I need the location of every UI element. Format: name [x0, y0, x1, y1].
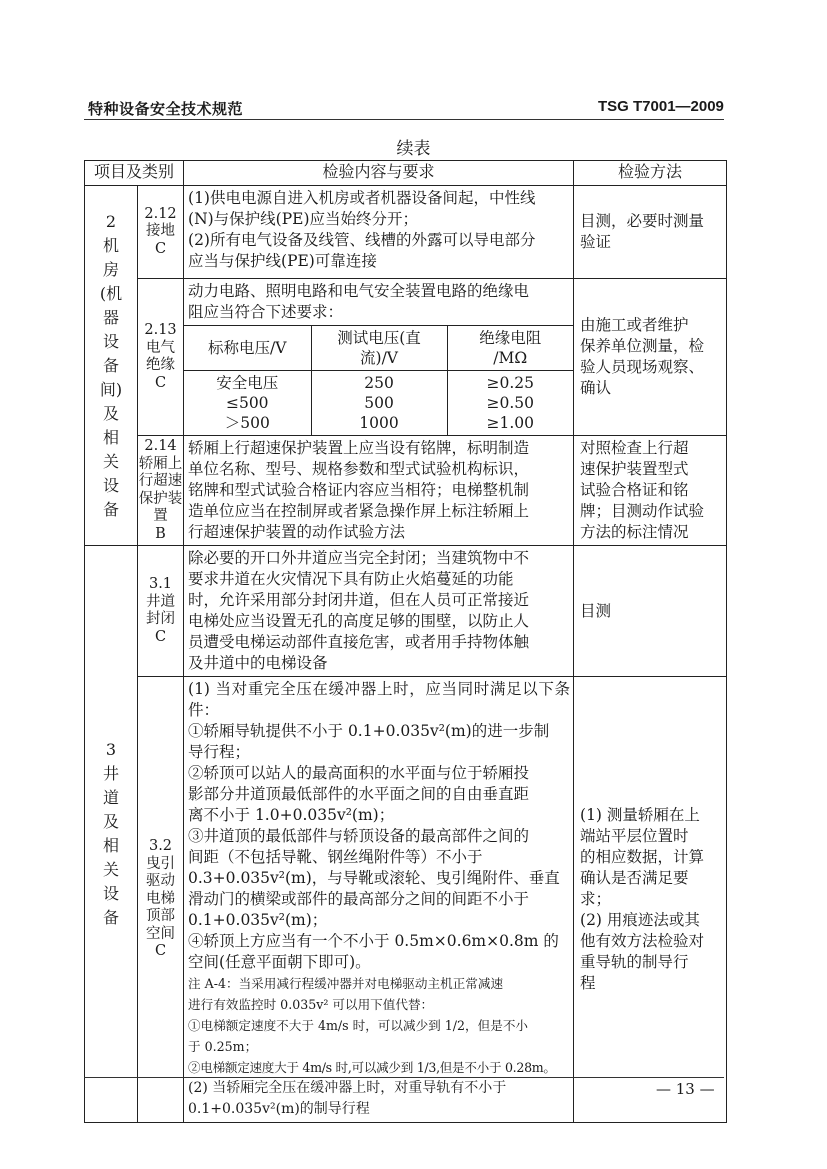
item-line: C: [154, 943, 167, 960]
method-line: 验证: [580, 233, 612, 251]
item-line: 空间: [146, 925, 175, 942]
item-line: 轿厢上: [138, 455, 183, 472]
col-header-method: 检验方法: [574, 161, 727, 186]
content-cell: [184, 677, 574, 1123]
note-line: ①电梯额定速度不大于 4m/s 时，可以减少到 1/2，但是不小: [188, 1018, 529, 1033]
content-line: (1)供电电源自进入机房或者机器设备间起，中性线: [188, 189, 536, 207]
volt-resistance-cell: ≥0.25 ≥0.50 ≥1.00: [447, 371, 573, 436]
content-line: 及井道中的电梯设备: [188, 654, 328, 672]
category-char: 井: [102, 764, 119, 783]
item-line: 3.2: [148, 838, 173, 855]
category-char: 相: [102, 427, 119, 447]
method-cell: [574, 436, 727, 546]
content-line: 轿厢上行超速保护装置上应当设有铭牌，标明制造: [188, 439, 530, 457]
method-line: 的相应数据，计算: [580, 848, 705, 866]
category-char: 备: [102, 499, 119, 519]
category-char: 器: [102, 307, 119, 327]
category-cell: [85, 186, 138, 546]
volt-test-cell: 250 500 1000: [311, 371, 447, 436]
content-line: 铭牌和型式试验合格证内容应当相符；电梯整机制: [188, 481, 530, 499]
content-cell: [184, 436, 574, 546]
inspection-table: [84, 160, 727, 1123]
note-line: 于 0.25m；: [188, 1039, 258, 1054]
method-line: 目测: [580, 601, 612, 620]
method-cell: [574, 186, 727, 279]
category-char: 备: [102, 355, 119, 375]
insulation-table: [184, 325, 573, 435]
col-header-category: 项目及类别: [85, 161, 184, 186]
category-char: 机: [102, 235, 119, 255]
content-line: 0.1+0.035v²(m)的制导行程: [188, 1101, 370, 1117]
category-char: 2: [105, 211, 117, 231]
table-row: [85, 279, 727, 436]
method-line: 牌；目测动作试验: [580, 502, 705, 520]
method-line: 他有效方法检验对: [580, 932, 705, 950]
method-line: (2) 用痕迹法或其: [580, 911, 700, 929]
category-char: 备: [102, 908, 119, 927]
item-line: C: [154, 374, 167, 391]
note-line: ②电梯额定速度大于 4m/s 时,可以减少到 1/3,但是不小于 0.28m。: [188, 1060, 556, 1075]
method-line: 求；: [580, 890, 612, 908]
content-line: 影部分井道顶最低部件的水平面之间的自由垂直距: [188, 785, 530, 803]
table-row: [85, 677, 727, 1123]
method-cell: [574, 279, 727, 436]
method-cell: [574, 546, 727, 677]
content-line: ①轿厢导轨提供不小于 0.1+0.035v²(m)的进一步制: [188, 722, 550, 740]
item-line: 保护装: [138, 490, 183, 507]
item-line: 顶部: [146, 908, 175, 925]
category-char: 间): [99, 379, 123, 399]
content-line: 应当与保护线(PE)可靠连接: [188, 252, 377, 270]
method-line: 对照检查上行超: [580, 439, 689, 457]
content-line: 电梯处应当设置无孔的高度足够的围壁，以防止人: [188, 612, 530, 630]
table-row: [85, 546, 727, 677]
method-line: (1) 测量轿厢在上: [580, 806, 700, 824]
content-cell: [184, 186, 574, 279]
note-line: 进行有效监控时 0.035v² 可以用下值代替：: [188, 997, 434, 1012]
page-number: — 13 —: [656, 1080, 715, 1098]
content-line: 0.1+0.035v²(m)；: [188, 911, 328, 929]
content-line: 阻应当符合下述要求：: [188, 303, 344, 321]
table-header-row: [85, 161, 727, 186]
volt-nominal-cell: 安全电压 ≤500 ＞500: [184, 371, 311, 436]
volt-header-test: 测试电压(直 流)/V: [311, 326, 447, 371]
content-line: 间距（不包括导靴、钢丝绳附件等）不小于: [188, 848, 483, 866]
content-line: 员遭受电梯运动部件直接危害，或者用手持物体触: [188, 633, 530, 651]
item-cell: [138, 546, 184, 677]
item-line: 曳引: [146, 855, 175, 872]
item-line: 电梯: [146, 890, 175, 907]
content-line: 时，允许采用部分封闭井道，但在人员可正常接近: [188, 591, 530, 609]
item-line: 电气: [146, 339, 175, 356]
category-cell: [85, 546, 138, 1123]
category-char: 设: [102, 475, 119, 495]
item-cell: [138, 436, 184, 546]
category-char: 及: [102, 812, 119, 831]
header-rule: [84, 119, 724, 120]
method-line: 确认: [580, 379, 612, 397]
col-header-content: 检验内容与要求: [184, 161, 574, 186]
item-line: 2.14: [144, 438, 177, 454]
item-line: 2.12: [144, 205, 177, 222]
method-line: 试验合格证和铭: [580, 481, 689, 499]
content-line: ③井道顶的最低部件与轿顶设备的最高部件之间的: [188, 827, 530, 845]
method-line: 重导轨的制导行: [580, 953, 689, 971]
content-line: 行超速保护装置的动作试验方法: [188, 523, 406, 541]
content-line: 0.3+0.035v²(m)，与导靴或滚轮、曳引绳附件、垂直: [188, 869, 560, 887]
table-row: [85, 436, 727, 546]
item-cell: [138, 279, 184, 436]
method-cell: [574, 677, 727, 1123]
category-char: 房: [102, 259, 119, 279]
content-line: 离不小于 1.0+0.035v²(m)；: [188, 806, 395, 824]
method-line: 速保护装置型式: [580, 460, 689, 478]
table-caption: 续表: [396, 139, 431, 159]
volt-header-resistance: 绝缘电阻 /MΩ: [447, 326, 573, 371]
method-line: 方法的标注情况: [580, 523, 689, 541]
content-line: ④轿顶上方应当有一个不小于 0.5m×0.6m×0.8m 的: [188, 932, 559, 950]
content-line: 滑动门的横梁或部件的最高部分之间的间距不小于: [188, 890, 530, 908]
content-line: 空间(任意平面朝下即可)。: [188, 953, 371, 971]
category-char: 相: [102, 836, 119, 855]
content-line: 造单位应当在控制屏或者紧急操作屏上标注轿厢上: [188, 502, 530, 520]
table-row: [85, 186, 727, 279]
item-line: B: [155, 525, 166, 542]
category-char: 道: [102, 788, 119, 807]
footer-rule: [84, 1077, 724, 1078]
method-line: 确认是否满足要: [580, 869, 689, 887]
category-char: 及: [102, 403, 119, 423]
method-line: 程: [580, 974, 596, 992]
category-char: 3: [105, 740, 117, 759]
method-line: 端站平层位置时: [580, 827, 689, 845]
item-line: 驱动: [146, 873, 175, 890]
volt-header-nominal: 标称电压/V: [184, 326, 311, 371]
item-line: 3.1: [148, 576, 173, 592]
item-line: 封闭: [146, 611, 175, 627]
category-char: 关: [102, 451, 119, 471]
item-cell: [138, 677, 184, 1123]
content-line: 单位名称、型号、规格参数和型式试验机构标识，: [188, 460, 530, 478]
item-cell: [138, 186, 184, 279]
content-line: 要求井道在火灾情况下具有防止火焰蔓延的功能: [188, 570, 514, 588]
category-char: 关: [102, 860, 119, 879]
item-line: 置: [153, 508, 168, 524]
category-char: 设: [102, 331, 119, 351]
content-line: ②轿顶可以站人的最高面积的水平面与位于轿厢投: [188, 764, 530, 782]
item-line: 接地: [146, 223, 175, 240]
item-line: 井道: [146, 593, 175, 610]
category-char: (机: [99, 283, 123, 303]
content-cell: [184, 546, 574, 677]
item-line: C: [154, 628, 167, 645]
method-line: 由施工或者维护: [580, 316, 689, 334]
content-line: (2) 当轿厢完全压在缓冲器上时，对重导轨有不小于: [188, 1080, 507, 1096]
content-cell: [184, 279, 574, 436]
category-char: 设: [102, 884, 119, 903]
content-line: 动力电路、照明电路和电气安全装置电路的绝缘电: [188, 282, 530, 300]
content-line: 除必要的开口外井道应当完全封闭；当建筑物中不: [188, 549, 530, 567]
content-line: 导行程；: [188, 743, 251, 761]
note-line: 注 A-4：当采用减行程缓冲器并对电梯驱动主机正常减速: [188, 976, 504, 991]
content-line: (2)所有电气设备及线管、线槽的外露可以导电部分: [188, 231, 536, 249]
content-line: (N)与保护线(PE)应当始终分开；: [188, 210, 419, 228]
running-header-title: 特种设备安全技术规范: [88, 100, 244, 118]
item-line: 行超速: [138, 473, 183, 489]
item-line: C: [154, 240, 167, 257]
method-line: 保养单位测量，检: [580, 337, 705, 355]
running-header-code: TSG T7001—2009: [598, 98, 724, 115]
item-line: 2.13: [144, 322, 177, 338]
method-line: 目测，必要时测量: [580, 212, 705, 230]
item-line: 绝缘: [146, 357, 175, 373]
method-line: 验人员现场观察、: [580, 358, 705, 376]
content-line: (1) 当对重完全压在缓冲器上时，应当同时满足以下条件：: [188, 680, 571, 719]
